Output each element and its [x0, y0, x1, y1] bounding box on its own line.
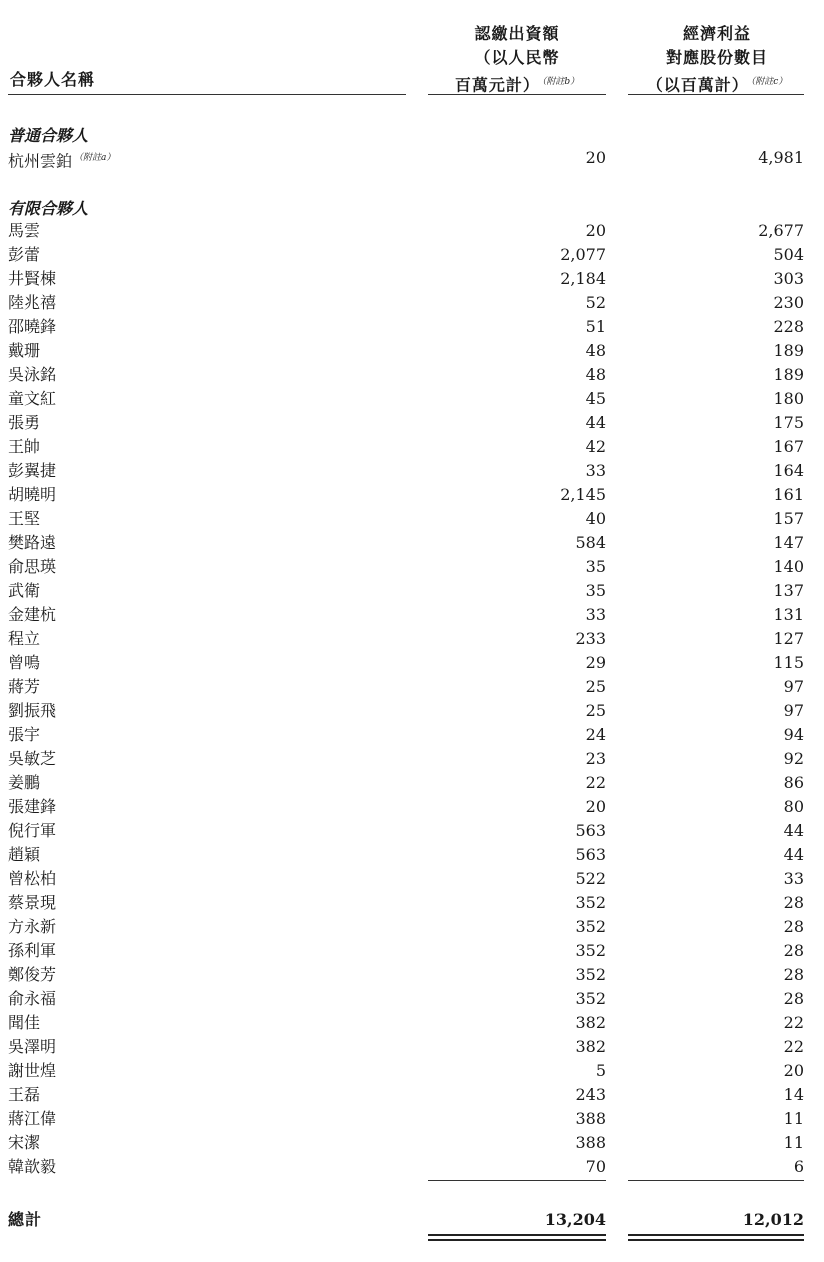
- economic-interest-shares: 175: [773, 413, 804, 432]
- partner-name: 韓歆毅: [8, 1157, 57, 1176]
- economic-interest-shares: 189: [773, 341, 804, 360]
- table-row: [0, 555, 824, 579]
- economic-interest-shares: 11: [783, 1109, 804, 1128]
- table-row: [0, 267, 824, 291]
- header-text: （以百萬計）: [646, 75, 749, 95]
- subscribed-capital: 563: [575, 845, 606, 864]
- economic-interest-shares: 11: [783, 1133, 804, 1152]
- subscribed-capital: 352: [575, 965, 606, 984]
- table-row: [0, 603, 824, 627]
- partner-name: [8, 146, 115, 173]
- partner-name: 張宇: [8, 725, 41, 744]
- subscribed-capital: 45: [585, 389, 606, 408]
- column-header-subscribed-capital: [428, 22, 606, 97]
- economic-interest-shares: 161: [773, 485, 804, 504]
- economic-interest-shares: 97: [783, 701, 804, 720]
- subscribed-capital: 35: [585, 581, 606, 600]
- partner-name: 王磊: [8, 1085, 41, 1104]
- subscribed-capital: 388: [575, 1109, 606, 1128]
- table-row: [0, 651, 824, 675]
- economic-interest-shares: 97: [783, 677, 804, 696]
- subscribed-capital: 563: [575, 821, 606, 840]
- column-header-partner-name: 合夥人名稱: [10, 70, 96, 89]
- header-rule: [8, 94, 406, 95]
- table-row: [0, 459, 824, 483]
- economic-interest-shares: 2,677: [758, 221, 804, 240]
- table-row: [0, 243, 824, 267]
- total-label: 總計: [8, 1210, 43, 1229]
- economic-interest-shares: 28: [783, 989, 804, 1008]
- header-line: 認繳出資額: [474, 24, 560, 43]
- economic-interest-shares: 230: [773, 293, 804, 312]
- table-row: [0, 483, 824, 507]
- partner-name: 孫利軍: [8, 941, 57, 960]
- economic-interest-shares: 228: [773, 317, 804, 336]
- double-underline: [428, 1234, 606, 1241]
- table-row: [0, 723, 824, 747]
- economic-interest-shares: 127: [773, 629, 804, 648]
- economic-interest-shares: 22: [783, 1037, 804, 1056]
- subscribed-capital: 42: [585, 437, 606, 456]
- subscribed-capital: 2,184: [560, 269, 606, 288]
- subscribed-capital: 44: [585, 413, 606, 432]
- subscribed-capital: 388: [575, 1133, 606, 1152]
- partner-name: 蔣芳: [8, 677, 41, 696]
- subscribed-capital: 352: [575, 893, 606, 912]
- table-row: [0, 843, 824, 867]
- table-row: [0, 939, 824, 963]
- table-row: [0, 987, 824, 1011]
- table-row: [0, 891, 824, 915]
- subscribed-capital: 5: [595, 1061, 606, 1080]
- table-row: [0, 146, 824, 170]
- economic-interest-shares: 86: [783, 773, 804, 792]
- economic-interest-shares: 6: [793, 1157, 804, 1176]
- subtotal-rule: [628, 1180, 804, 1181]
- partner-name: 王帥: [8, 437, 41, 456]
- partner-name: 王堅: [8, 509, 41, 528]
- partner-name: 張勇: [8, 413, 41, 432]
- economic-interest-shares: 28: [783, 965, 804, 984]
- subscribed-capital: 33: [585, 461, 606, 480]
- partner-name: 吳澤明: [8, 1037, 57, 1056]
- partner-name: 鄭俊芳: [8, 965, 57, 984]
- table-row: [0, 435, 824, 459]
- economic-interest-shares: 14: [783, 1085, 804, 1104]
- table-row: [0, 219, 824, 243]
- economic-interest-shares: 80: [783, 797, 804, 816]
- partner-name: 方永新: [8, 917, 57, 936]
- total-capital: 13,204: [544, 1210, 606, 1229]
- partner-name-text: 杭州雲鉑: [8, 151, 73, 171]
- subscribed-capital: 20: [585, 221, 606, 240]
- partner-name: 彭翼捷: [8, 461, 57, 480]
- table-row: [0, 531, 824, 555]
- partner-name: 陸兆禧: [8, 293, 57, 312]
- table-row: [0, 1035, 824, 1059]
- table-row: [0, 963, 824, 987]
- subscribed-capital: 20: [585, 148, 606, 167]
- economic-interest-shares: 137: [773, 581, 804, 600]
- economic-interest-shares: 28: [783, 893, 804, 912]
- table-row: [0, 795, 824, 819]
- subscribed-capital: 33: [585, 605, 606, 624]
- partner-name: 樊路遠: [8, 533, 57, 552]
- header-rule: [428, 94, 606, 95]
- economic-interest-shares: 180: [773, 389, 804, 408]
- partner-name: 蔣江偉: [8, 1109, 57, 1128]
- economic-interest-shares: 4,981: [758, 148, 804, 167]
- header-line: 經濟利益: [682, 24, 751, 43]
- table-row: [0, 675, 824, 699]
- subscribed-capital: 22: [585, 773, 606, 792]
- subscribed-capital: 35: [585, 557, 606, 576]
- economic-interest-shares: 131: [773, 605, 804, 624]
- partner-name: 曾鳴: [8, 653, 41, 672]
- partner-name: 張建鋒: [8, 797, 57, 816]
- table-row: [0, 699, 824, 723]
- subscribed-capital: 2,077: [560, 245, 606, 264]
- subscribed-capital: 29: [585, 653, 606, 672]
- note-a: （附註a）: [74, 153, 116, 163]
- table-row: [0, 1131, 824, 1155]
- partner-name: 曾松柏: [8, 869, 57, 888]
- partner-name: 姜鵬: [8, 773, 41, 792]
- partner-name: 馬雲: [8, 221, 41, 240]
- partner-name: 胡曉明: [8, 485, 57, 504]
- double-underline: [628, 1234, 804, 1241]
- subscribed-capital: 2,145: [560, 485, 606, 504]
- partner-name: 戴珊: [8, 341, 41, 360]
- subscribed-capital: 584: [575, 533, 606, 552]
- partner-name: 趙穎: [8, 845, 41, 864]
- table-row: [0, 1107, 824, 1131]
- subscribed-capital: 25: [585, 677, 606, 696]
- subscribed-capital: 48: [585, 341, 606, 360]
- partner-name: 井賢棟: [8, 269, 57, 288]
- subscribed-capital: 352: [575, 941, 606, 960]
- table-row: [0, 1155, 824, 1179]
- partner-name: 金建杭: [8, 605, 57, 624]
- table-row: [0, 387, 824, 411]
- subscribed-capital: 352: [575, 917, 606, 936]
- economic-interest-shares: 44: [783, 845, 804, 864]
- partner-name: 彭蕾: [8, 245, 41, 264]
- table-row: [0, 819, 824, 843]
- economic-interest-shares: 303: [773, 269, 804, 288]
- table-row: [0, 747, 824, 771]
- header-rule: [628, 94, 804, 95]
- table-row: [0, 1011, 824, 1035]
- subscribed-capital: 352: [575, 989, 606, 1008]
- subscribed-capital: 382: [575, 1037, 606, 1056]
- table-row: [0, 579, 824, 603]
- table-row: [0, 627, 824, 651]
- partner-name: 劉振飛: [8, 701, 57, 720]
- total-row: [0, 1208, 824, 1232]
- economic-interest-shares: 94: [783, 725, 804, 744]
- economic-interest-shares: 22: [783, 1013, 804, 1032]
- partner-name: 吳敏芝: [8, 749, 57, 768]
- partner-name: 宋潔: [8, 1133, 41, 1152]
- note-b: （附註b）: [541, 77, 580, 87]
- subscribed-capital: 40: [585, 509, 606, 528]
- subscribed-capital: 522: [575, 869, 606, 888]
- subscribed-capital: 25: [585, 701, 606, 720]
- header-line: 對應股份數目: [665, 48, 768, 67]
- economic-interest-shares: 147: [773, 533, 804, 552]
- table-row: [0, 1083, 824, 1107]
- economic-interest-shares: 28: [783, 917, 804, 936]
- note-c: （附註c）: [750, 77, 788, 87]
- subscribed-capital: 233: [575, 629, 606, 648]
- economic-interest-shares: 504: [773, 245, 804, 264]
- table-row: [0, 867, 824, 891]
- subscribed-capital: 52: [585, 293, 606, 312]
- partner-name: 武衛: [8, 581, 41, 600]
- table-row: [0, 339, 824, 363]
- table-row: [0, 507, 824, 531]
- subscribed-capital: 20: [585, 797, 606, 816]
- partner-name: 吳泳銘: [8, 365, 57, 384]
- economic-interest-shares: 33: [783, 869, 804, 888]
- subscribed-capital: 70: [585, 1157, 606, 1176]
- partner-name: 童文紅: [8, 389, 57, 408]
- economic-interest-shares: 140: [773, 557, 804, 576]
- economic-interest-shares: 157: [773, 509, 804, 528]
- table-row: [0, 411, 824, 435]
- table-row: [0, 771, 824, 795]
- economic-interest-shares: 28: [783, 941, 804, 960]
- subscribed-capital: 24: [585, 725, 606, 744]
- partner-name: 邵曉鋒: [8, 317, 57, 336]
- economic-interest-shares: 115: [773, 653, 804, 672]
- partner-name: 謝世煌: [8, 1061, 57, 1080]
- partner-name: 程立: [8, 629, 41, 648]
- total-shares: 12,012: [742, 1210, 804, 1229]
- header-text: 百萬元計）: [454, 75, 540, 95]
- economic-interest-shares: 44: [783, 821, 804, 840]
- subtotal-rule: [428, 1180, 606, 1181]
- economic-interest-shares: 92: [783, 749, 804, 768]
- subscribed-capital: 382: [575, 1013, 606, 1032]
- subscribed-capital: 51: [585, 317, 606, 336]
- section-limited-partners: 有限合夥人: [8, 199, 89, 218]
- economic-interest-shares: 189: [773, 365, 804, 384]
- partner-name: 俞永福: [8, 989, 57, 1008]
- section-general-partner: 普通合夥人: [8, 126, 89, 145]
- subscribed-capital: 23: [585, 749, 606, 768]
- economic-interest-shares: 20: [783, 1061, 804, 1080]
- table-row: [0, 1059, 824, 1083]
- table-row: [0, 363, 824, 387]
- partner-name: 俞思瑛: [8, 557, 57, 576]
- table-row: [0, 291, 824, 315]
- table-row: [0, 915, 824, 939]
- economic-interest-shares: 164: [773, 461, 804, 480]
- table-row: [0, 315, 824, 339]
- partner-name: 蔡景現: [8, 893, 57, 912]
- partner-name: 倪行軍: [8, 821, 57, 840]
- subscribed-capital: 48: [585, 365, 606, 384]
- header-line: （以人民幣: [474, 48, 560, 67]
- economic-interest-shares: 167: [773, 437, 804, 456]
- subscribed-capital: 243: [575, 1085, 606, 1104]
- partner-name: 聞佳: [8, 1013, 41, 1032]
- column-header-economic-interest: [628, 22, 806, 97]
